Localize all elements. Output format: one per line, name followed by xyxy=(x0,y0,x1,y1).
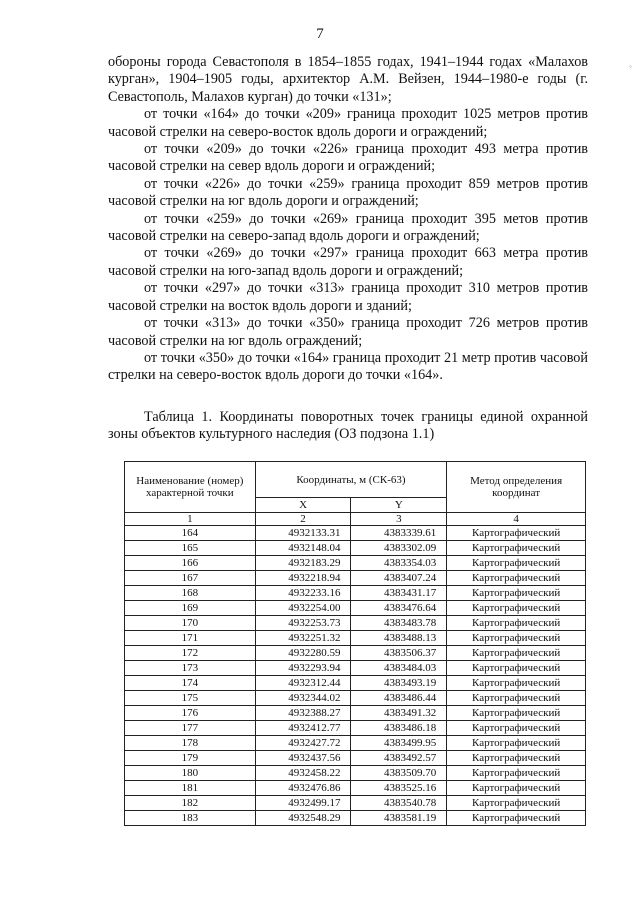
table-row xyxy=(125,796,586,811)
point-number-cell: 175 xyxy=(125,691,256,706)
method-cell: Картографический xyxy=(447,721,586,736)
table-body xyxy=(125,526,586,826)
paragraph: от точки «297» до точки «313» граница проходит 310 метров против часовой стрелки на восток вдоль дороги и зданий; xyxy=(108,280,588,314)
y-coordinate-cell: 4383354.03 xyxy=(351,556,447,571)
method-cell: Картографический xyxy=(447,586,586,601)
coordinates-table xyxy=(124,461,586,826)
point-number-cell: 183 xyxy=(125,811,256,826)
y-coordinate-cell: 4383483.78 xyxy=(351,616,447,631)
point-number-cell: 181 xyxy=(125,781,256,796)
header-point-name: Наименование (номер) характерной точки xyxy=(125,462,256,513)
table-row xyxy=(125,601,586,616)
y-coordinate-cell: 4383488.13 xyxy=(351,631,447,646)
paragraph: от точки «164» до точки «209» граница проходит 1025 метров против часовой стрелки на северо-восток вдоль дороги и ограждений; xyxy=(108,106,588,140)
point-number-cell: 178 xyxy=(125,736,256,751)
point-number-cell: 169 xyxy=(125,601,256,616)
method-cell: Картографический xyxy=(447,676,586,691)
table-row xyxy=(125,661,586,676)
method-cell: Картографический xyxy=(447,556,586,571)
y-coordinate-cell: 4383509.70 xyxy=(351,766,447,781)
x-coordinate-cell: 4932133.31 xyxy=(255,526,351,541)
point-number-cell: 177 xyxy=(125,721,256,736)
table-row xyxy=(125,586,586,601)
y-coordinate-cell: 4383506.37 xyxy=(351,646,447,661)
x-coordinate-cell: 4932427.72 xyxy=(255,736,351,751)
x-coordinate-cell: 4932254.00 xyxy=(255,601,351,616)
method-cell: Картографический xyxy=(447,616,586,631)
table-row xyxy=(125,616,586,631)
point-number-cell: 166 xyxy=(125,556,256,571)
paragraph: обороны города Севастополя в 1854–1855 годах, 1941–1944 годах «Малахов курган», 1904–1905 годы, архитектор А.М. Вейзен, 1944–1980-е годы (г. Севастополь, Малахов курган) до точки «131»; xyxy=(108,54,588,105)
x-coordinate-cell: 4932251.32 xyxy=(255,631,351,646)
method-cell: Картографический xyxy=(447,706,586,721)
paragraph: от точки «350» до точки «164» граница проходит 21 метр против часовой стрелки на северо-восток вдоль дороги до точки «164». xyxy=(108,349,588,384)
method-cell: Картографический xyxy=(447,646,586,661)
y-coordinate-cell: 4383492.57 xyxy=(351,751,447,766)
paragraph: от точки «226» до точки «259» граница проходит 859 метров против часовой стрелки на юг вдоль дороги и ограждений; xyxy=(108,175,588,210)
y-coordinate-cell: 4383540.78 xyxy=(351,796,447,811)
margin-mark: ◦ xyxy=(629,62,632,71)
point-number-cell: 180 xyxy=(125,766,256,781)
point-number-cell: 172 xyxy=(125,646,256,661)
x-coordinate-cell: 4932476.86 xyxy=(255,781,351,796)
x-coordinate-cell: 4932412.77 xyxy=(255,721,351,736)
y-coordinate-cell: 4383484.03 xyxy=(351,661,447,676)
y-coordinate-cell: 4383486.18 xyxy=(351,721,447,736)
point-number-cell: 164 xyxy=(125,526,256,541)
y-coordinate-cell: 4383581.19 xyxy=(351,811,447,826)
x-coordinate-cell: 4932280.59 xyxy=(255,646,351,661)
point-number-cell: 174 xyxy=(125,676,256,691)
point-number-cell: 182 xyxy=(125,796,256,811)
table-row xyxy=(125,571,586,586)
point-number-cell: 173 xyxy=(125,661,256,676)
y-coordinate-cell: 4383525.16 xyxy=(351,781,447,796)
method-cell: Картографический xyxy=(447,661,586,676)
point-number-cell: 170 xyxy=(125,616,256,631)
table-row xyxy=(125,811,586,826)
point-number-cell: 176 xyxy=(125,706,256,721)
x-coordinate-cell: 4932344.02 xyxy=(255,691,351,706)
table-row xyxy=(125,646,586,661)
header-y: Y xyxy=(351,498,447,513)
x-coordinate-cell: 4932233.16 xyxy=(255,586,351,601)
table-row xyxy=(125,556,586,571)
x-coordinate-cell: 4932218.94 xyxy=(255,571,351,586)
table-row xyxy=(125,676,586,691)
y-coordinate-cell: 4383339.61 xyxy=(351,526,447,541)
table-row xyxy=(125,751,586,766)
method-cell: Картографический xyxy=(447,601,586,616)
table-row xyxy=(125,721,586,736)
table-row xyxy=(125,631,586,646)
y-coordinate-cell: 4383476.64 xyxy=(351,601,447,616)
paragraph: от точки «269» до точки «297» граница проходит 663 метра против часовой стрелки на юго-запад вдоль дороги и ограждений; xyxy=(108,245,588,279)
method-cell: Картографический xyxy=(447,736,586,751)
x-coordinate-cell: 4932437.56 xyxy=(255,751,351,766)
method-cell: Картографический xyxy=(447,751,586,766)
method-cell: Картографический xyxy=(447,796,586,811)
point-number-cell: 165 xyxy=(125,541,256,556)
method-cell: Картографический xyxy=(447,766,586,781)
x-coordinate-cell: 4932388.27 xyxy=(255,706,351,721)
x-coordinate-cell: 4932499.17 xyxy=(255,796,351,811)
table-row xyxy=(125,781,586,796)
x-coordinate-cell: 4932548.29 xyxy=(255,811,351,826)
column-numbers-row xyxy=(125,513,586,526)
column-number: 4 xyxy=(447,513,586,526)
x-coordinate-cell: 4932293.94 xyxy=(255,661,351,676)
x-coordinate-cell: 4932253.73 xyxy=(255,616,351,631)
method-cell: Картографический xyxy=(447,526,586,541)
x-coordinate-cell: 4932458.22 xyxy=(255,766,351,781)
paragraph: от точки «259» до точки «269» граница проходит 395 метов против часовой стрелки на северо-запад вдоль дороги и ограждений; xyxy=(108,210,588,245)
table-row xyxy=(125,706,586,721)
point-number-cell: 179 xyxy=(125,751,256,766)
method-cell: Картографический xyxy=(447,811,586,826)
x-coordinate-cell: 4932148.04 xyxy=(255,541,351,556)
method-cell: Картографический xyxy=(447,541,586,556)
y-coordinate-cell: 4383302.09 xyxy=(351,541,447,556)
method-cell: Картографический xyxy=(447,631,586,646)
body-text xyxy=(108,54,588,385)
page-number: 7 xyxy=(316,26,324,42)
method-cell: Картографический xyxy=(447,691,586,706)
y-coordinate-cell: 4383493.19 xyxy=(351,676,447,691)
paragraph: от точки «313» до точки «350» граница проходит 726 метров против часовой стрелки на юг вдоль ограждений; xyxy=(108,315,588,349)
column-number: 3 xyxy=(351,513,447,526)
table-row xyxy=(125,736,586,751)
y-coordinate-cell: 4383499.95 xyxy=(351,736,447,751)
table-row xyxy=(125,541,586,556)
header-coordinates: Координаты, м (СК-63) xyxy=(255,462,447,498)
paragraph: от точки «209» до точки «226» граница проходит 493 метра против часовой стрелки на север вдоль дороги и ограждений; xyxy=(108,141,588,175)
y-coordinate-cell: 4383486.44 xyxy=(351,691,447,706)
method-cell: Картографический xyxy=(447,781,586,796)
point-number-cell: 171 xyxy=(125,631,256,646)
header-method: Метод определения координат xyxy=(447,462,586,513)
y-coordinate-cell: 4383407.24 xyxy=(351,571,447,586)
table-row xyxy=(125,526,586,541)
y-coordinate-cell: 4383431.17 xyxy=(351,586,447,601)
method-cell: Картографический xyxy=(447,571,586,586)
table-caption: Таблица 1. Координаты поворотных точек границы единой охранной зоны объектов культурного наследия (ОЗ подзона 1.1) xyxy=(108,409,588,443)
column-number: 2 xyxy=(255,513,351,526)
x-coordinate-cell: 4932183.29 xyxy=(255,556,351,571)
x-coordinate-cell: 4932312.44 xyxy=(255,676,351,691)
header-x: X xyxy=(255,498,351,513)
y-coordinate-cell: 4383491.32 xyxy=(351,706,447,721)
point-number-cell: 168 xyxy=(125,586,256,601)
table-row xyxy=(125,691,586,706)
table-row xyxy=(125,766,586,781)
column-number: 1 xyxy=(125,513,256,526)
point-number-cell: 167 xyxy=(125,571,256,586)
